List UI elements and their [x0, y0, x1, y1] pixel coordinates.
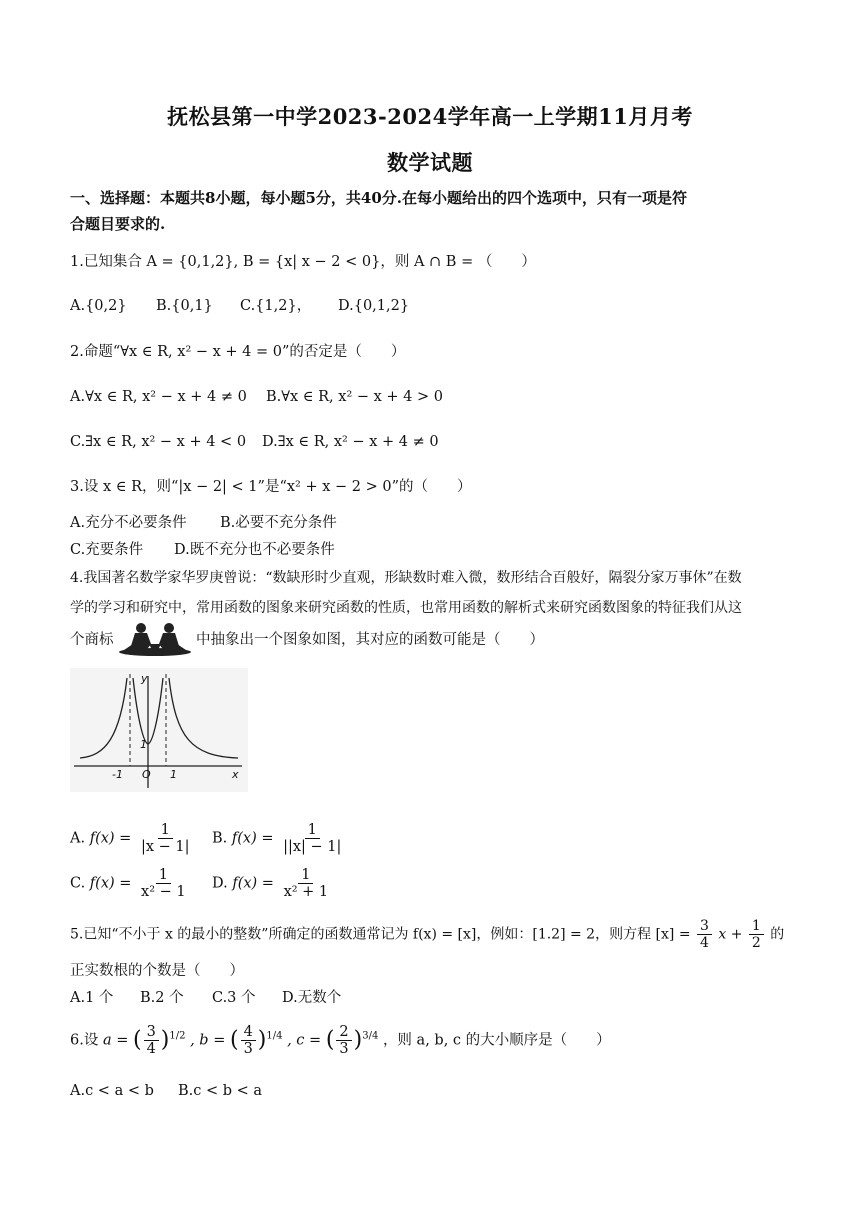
q5-option-d: D.无数个 [282, 990, 342, 1006]
y-axis-label: y [141, 672, 148, 685]
q3-option-d: D.既不充分也不必要条件 [174, 542, 335, 558]
q6-stem: 6.设 a = ( $\frac{3}{4}$ )$^{1/2}$ , b = ( $\frac{4}{3}$ )$^{1/4}$ , c = ( $\frac{2}{3}$ )$^{3/4}$ ，则 a, b, c 的大小顺序是（ ） [70, 1024, 611, 1057]
q4-option-c: C. f(x) = $\frac{1}{\text{x² − 1}}$ [70, 867, 186, 900]
q6-option-b: B.c < b < a [178, 1083, 263, 1099]
q4-options-row2 [70, 867, 800, 905]
q3-option-a: A.充分不必要条件 [70, 515, 187, 531]
origin-label: O [142, 768, 151, 781]
q1-option-c: C.{1,2}， [240, 298, 312, 314]
q6-option-a: A.c < a < b [70, 1083, 154, 1099]
q4-option-a: A. f(x) = $\frac{1}{|x - 1|}$ [70, 822, 190, 855]
function-graph [70, 668, 248, 792]
q3-stem: 3.设 x ∈ R，则“|x − 2| < 1”是“x² + x − 2 > 0”的（ ） [70, 479, 472, 495]
section-heading: 一、选择题：本题共8小题，每小题5分，共40分.在每小题给出的四个选项中，只有一项是符 [70, 189, 687, 207]
q4-options-row1 [70, 822, 800, 860]
q5-option-a: A.1 个 [70, 990, 114, 1006]
q4-option-b: B. f(x) = $\frac{1}{||x| - 1|}$ [212, 822, 342, 855]
brand-logo-icon [117, 622, 193, 656]
q1-option-b: B.{0,1} [156, 298, 213, 314]
y-tick-one: 1 [140, 738, 147, 751]
page-subtitle: 数学试题 [387, 150, 473, 175]
q4-stem-line3-b: 中抽象出一个图象如图，其对应的函数可能是（ ） [196, 632, 544, 648]
q4-option-d: D. f(x) = $\frac{1}{\text{x² + 1}}$ [212, 867, 329, 900]
q1-stem: 1.已知集合 A = {0,1,2}, B = {x| x − 2 < 0}，则 A ∩ B = （ ） [70, 254, 536, 270]
q4-stem-line3-a: 个商标 [70, 632, 114, 648]
q5-stem: 5.已知“不小于 x 的最小的整数”所确定的函数通常记为 f(x) = [x]，例如：[1.2] = 2，则方程 [x] = $\frac{3}{4}$ x + $\frac{1}{2}$ 的 [70, 918, 785, 951]
q1-option-d: D.{0,1,2} [338, 298, 410, 314]
q5-stem-line2: 正实数根的个数是（ ） [70, 963, 244, 979]
q5-option-c: C.3 个 [212, 990, 256, 1006]
q2-option-a: A.∀x ∈ R, x² − x + 4 ≠ 0 [70, 389, 247, 405]
section-heading-cont: 合题目要求的. [70, 215, 166, 233]
q1-option-a: A.{0,2} [70, 298, 127, 314]
q2-stem: 2.命题“∀x ∈ R, x² − x + 4 = 0”的否定是（ ） [70, 344, 406, 360]
q5-option-b: B.2 个 [140, 990, 184, 1006]
q2-option-c: C.∃x ∈ R, x² − x + 4 < 0 [70, 434, 247, 450]
page-title: 抚松县第一中学2023-2024学年高一上学期11月月考 [167, 104, 693, 129]
q2-option-b: B.∀x ∈ R, x² − x + 4 > 0 [266, 389, 444, 405]
q3-option-b: B.必要不充分条件 [220, 515, 337, 531]
q4-stem-line1: 4.我国著名数学家华罗庚曾说：“数缺形时少直观，形缺数时难入微，数形结合百般好，隔裂分家万事休”在数 [70, 570, 742, 586]
tick-one: 1 [170, 768, 177, 781]
q4-stem-line2: 学的学习和研究中，常用函数的图象来研究函数的性质，也常用函数的解析式来研究函数图象的特征我们从这 [70, 600, 742, 616]
tick-neg-one: -1 [112, 768, 123, 781]
q2-option-d: D.∃x ∈ R, x² − x + 4 ≠ 0 [262, 434, 439, 450]
x-axis-label: x [232, 768, 239, 781]
q3-option-c: C.充要条件 [70, 542, 144, 558]
